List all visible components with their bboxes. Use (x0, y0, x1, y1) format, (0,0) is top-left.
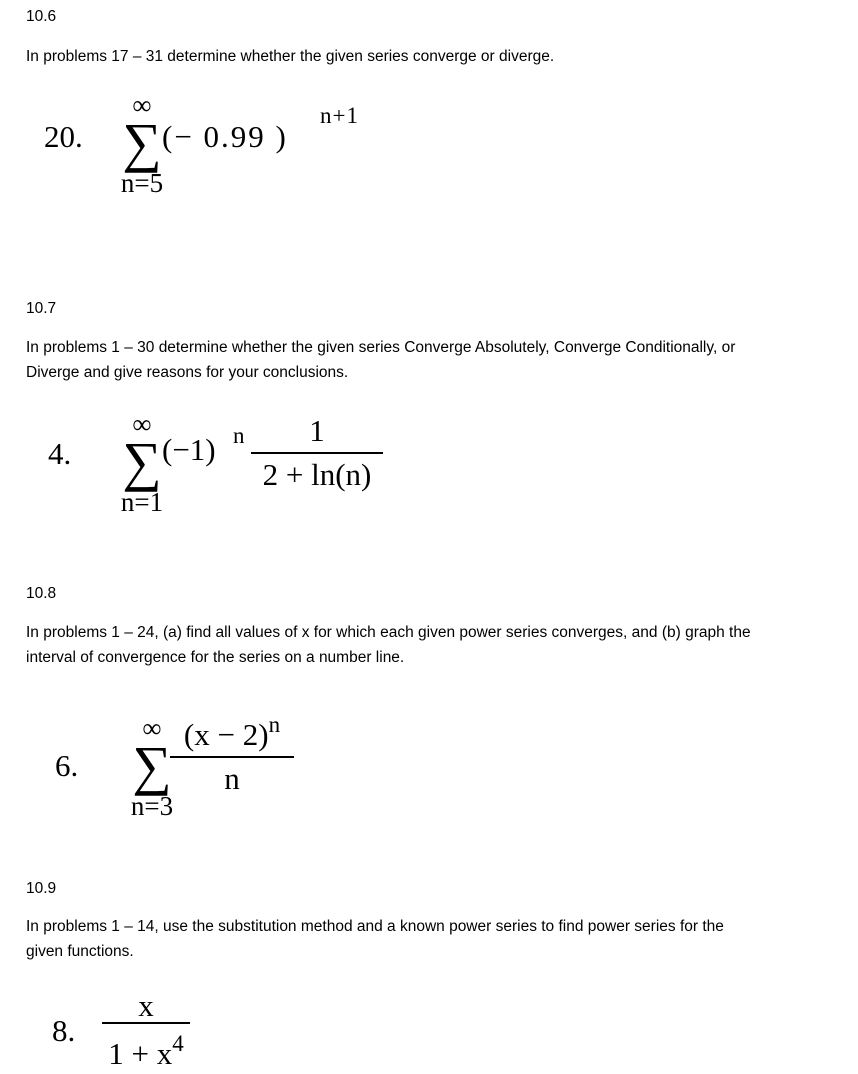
problem-8-fraction (102, 988, 190, 1071)
section-instructions-10-6 (26, 44, 841, 69)
problem-4-fraction (251, 413, 383, 491)
infinity-symbol: ∞ (132, 90, 152, 120)
section-heading-10-6: 10.6 (26, 8, 57, 25)
sigma-icon: ∑ (122, 112, 162, 173)
instruction-line: Diverge and give reasons for your conclusions. (26, 364, 349, 381)
instruction-line: interval of convergence for the series on a number line. (26, 649, 405, 666)
numerator-exponent: n (268, 712, 281, 737)
denominator-exponent: 4 (172, 1031, 184, 1056)
instruction-line: In problems 1 – 24, (a) find all values of x for which each given power series converges, and (b) graph the (26, 624, 751, 641)
problem-4-exponent: n (233, 423, 246, 448)
fraction-denominator: 2 + ln(n) (262, 457, 372, 492)
fraction-denominator: n (224, 761, 240, 796)
section-heading-10-9: 10.9 (26, 880, 57, 897)
instruction-line: given functions. (26, 943, 134, 960)
problem-8-label: 8. (52, 1013, 76, 1048)
infinity-symbol: ∞ (142, 713, 162, 743)
fraction-denominator (102, 1024, 190, 1069)
problem-20-exponent: n+1 (320, 103, 359, 128)
instruction-line: In problems 17 – 31 determine whether the given series converge or diverge. (26, 48, 555, 65)
sigma-icon: ∑ (122, 431, 162, 492)
infinity-symbol: ∞ (132, 409, 152, 439)
section-instructions-10-8 (26, 620, 841, 670)
problem-4-expression: (−1) (162, 432, 216, 467)
fraction-numerator: 1 (251, 413, 383, 454)
section-heading-10-8: 10.8 (26, 585, 57, 602)
denominator-base: 1 + x (108, 1036, 173, 1071)
problem-20-label: 20. (44, 119, 83, 154)
problem-6-fraction (170, 707, 294, 795)
section-instructions-10-9 (26, 914, 841, 964)
sigma-icon: ∑ (132, 735, 172, 796)
instruction-line: In problems 1 – 30 determine whether the given series Converge Absolutely, Converge Conditionally, or (26, 339, 736, 356)
summation-lower-limit: n=5 (120, 168, 164, 198)
fraction-numerator: x (102, 994, 190, 1024)
instruction-line: In problems 1 – 14, use the substitution method and a known power series to find power series for the (26, 918, 724, 935)
section-heading-10-7: 10.7 (26, 300, 57, 317)
numerator-base: (x − 2) (183, 717, 269, 752)
section-instructions-10-7 (26, 335, 841, 385)
problem-4-label: 4. (48, 436, 72, 471)
problem-20-expression: (− 0.99 ) (162, 119, 288, 154)
fraction-numerator (170, 707, 294, 758)
problem-6-label: 6. (55, 748, 79, 783)
summation-lower-limit: n=3 (130, 791, 174, 821)
summation-lower-limit: n=1 (120, 487, 164, 517)
